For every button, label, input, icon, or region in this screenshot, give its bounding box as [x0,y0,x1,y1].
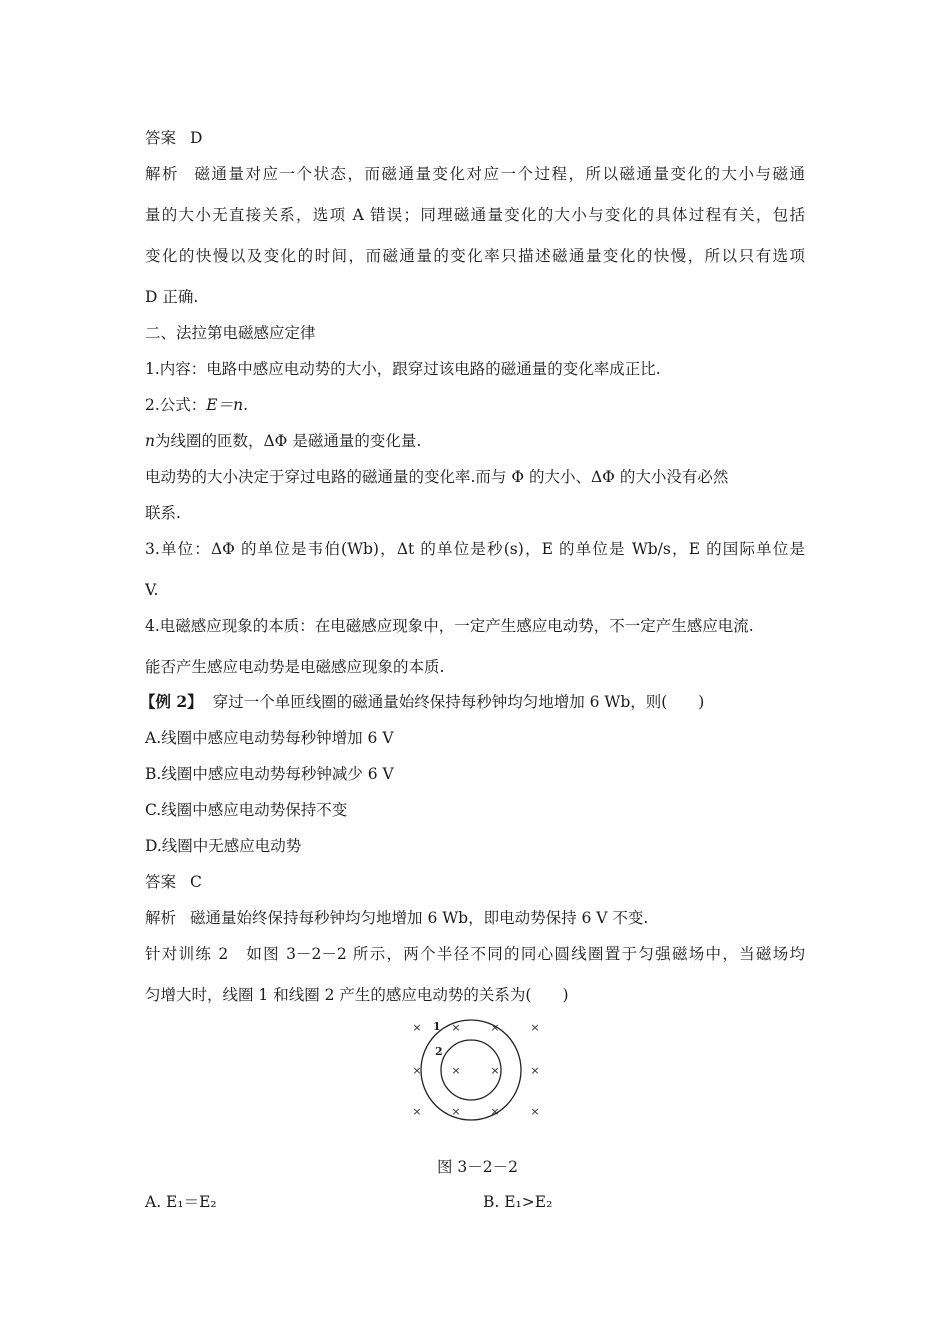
answer-value: C [190,873,202,891]
answer-option-a: A. E₁＝E₂ [145,1193,217,1211]
item-2-prefix: 2.公式： [145,396,207,414]
item-2-formula [145,395,248,415]
field-cross: × [451,1021,461,1034]
field-cross: × [490,1021,500,1034]
field-cross: × [451,1064,461,1077]
figure-caption: 图 3－2－2 [437,1158,519,1176]
field-cross: × [412,1105,422,1118]
field-cross: × [490,1105,500,1118]
formula: E＝n. [206,396,249,414]
analysis-1-line-3: 变化的快慢以及变化的时间，而磁通量的变化率只描述磁通量变化的快慢，所以只有选项 [145,247,805,265]
field-cross: × [530,1105,540,1118]
n-var: n [145,432,155,450]
example-tag: 【例 2】 [140,692,203,711]
analysis-1-line-2: 量的大小无直接关系，选项 A 错误；同理磁通量变化的大小与变化的具体过程有关，包括 [145,206,805,224]
analysis-label: 解析 [145,165,179,183]
analysis-1-line-1 [145,164,805,184]
answer-option-b: B. E₁>E₂ [483,1193,553,1211]
n-text: 为线圈的匝数，ΔΦ 是磁通量的变化量. [154,432,422,450]
answer-label: 答案 [145,129,177,147]
emf-line-2: 联系. [145,504,181,522]
example-2 [140,692,704,712]
section-title: 二、法拉第电磁感应定律 [145,324,316,342]
item-1-content: 1.内容：电路中感应电动势的大小，跟穿过该电路的磁通量的变化率成正比. [145,360,661,378]
n-definition [145,431,421,451]
coil-1-label: 1 [433,1020,441,1033]
emf-line-1: 电动势的大小决定于穿过电路的磁通量的变化率.而与 Φ 的大小、ΔΦ 的大小没有必然 [145,468,729,486]
example-text: 穿过一个单匝线圈的磁通量始终保持每秒钟均匀地增加 6 Wb，则( ) [212,693,705,711]
field-cross: × [412,1064,422,1077]
field-cross: × [530,1064,540,1077]
field-cross: × [451,1105,461,1118]
analysis-label: 解析 [145,909,177,927]
item-3-line-2: V. [145,581,159,599]
option-a: A.线圈中感应电动势每秒钟增加 6 V [145,729,394,747]
outer-coil [421,1020,521,1120]
field-cross: × [530,1021,540,1034]
item-4-line-1: 4.电磁感应现象的本质：在电磁感应现象中，一定产生感应电动势，不一定产生感应电流. [145,617,754,635]
field-cross: × [490,1064,500,1077]
analysis-text: 磁通量始终保持每秒钟均匀地增加 6 Wb，即电动势保持 6 V 不变. [190,909,649,927]
answer-label: 答案 [145,873,177,891]
option-c: C.线圈中感应电动势保持不变 [145,801,348,819]
item-3-line-1: 3.单位：ΔΦ 的单位是韦伯(Wb)，Δt 的单位是秒(s)，E 的单位是 Wb/s，E 的国际单位是 [145,540,805,558]
training-2-line-2: 匀增大时，线圈 1 和线圈 2 产生的感应电动势的关系为( ) [145,986,569,1004]
answer-value: D [190,129,203,147]
coil-figure [405,1015,545,1125]
analysis-1-line-4: D 正确. [145,288,199,306]
answer-1 [145,128,202,148]
analysis-2 [145,908,648,928]
option-d: D.线圈中无感应电动势 [145,837,302,855]
training-2-line-1: 针对训练 2 如图 3－2－2 所示，两个半径不同的同心圆线圈置于匀强磁场中，当磁场均 [145,945,805,963]
coil-2-label: 2 [435,1045,443,1058]
analysis-text: 磁通量对应一个状态，而磁通量变化对应一个过程，所以磁通量变化的大小与磁通 [193,165,805,183]
item-4-line-2: 能否产生感应电动势是电磁感应现象的本质. [145,658,445,676]
field-cross: × [412,1021,422,1034]
answer-2 [145,872,202,892]
option-b: B.线圈中感应电动势每秒钟减少 6 V [145,765,394,783]
